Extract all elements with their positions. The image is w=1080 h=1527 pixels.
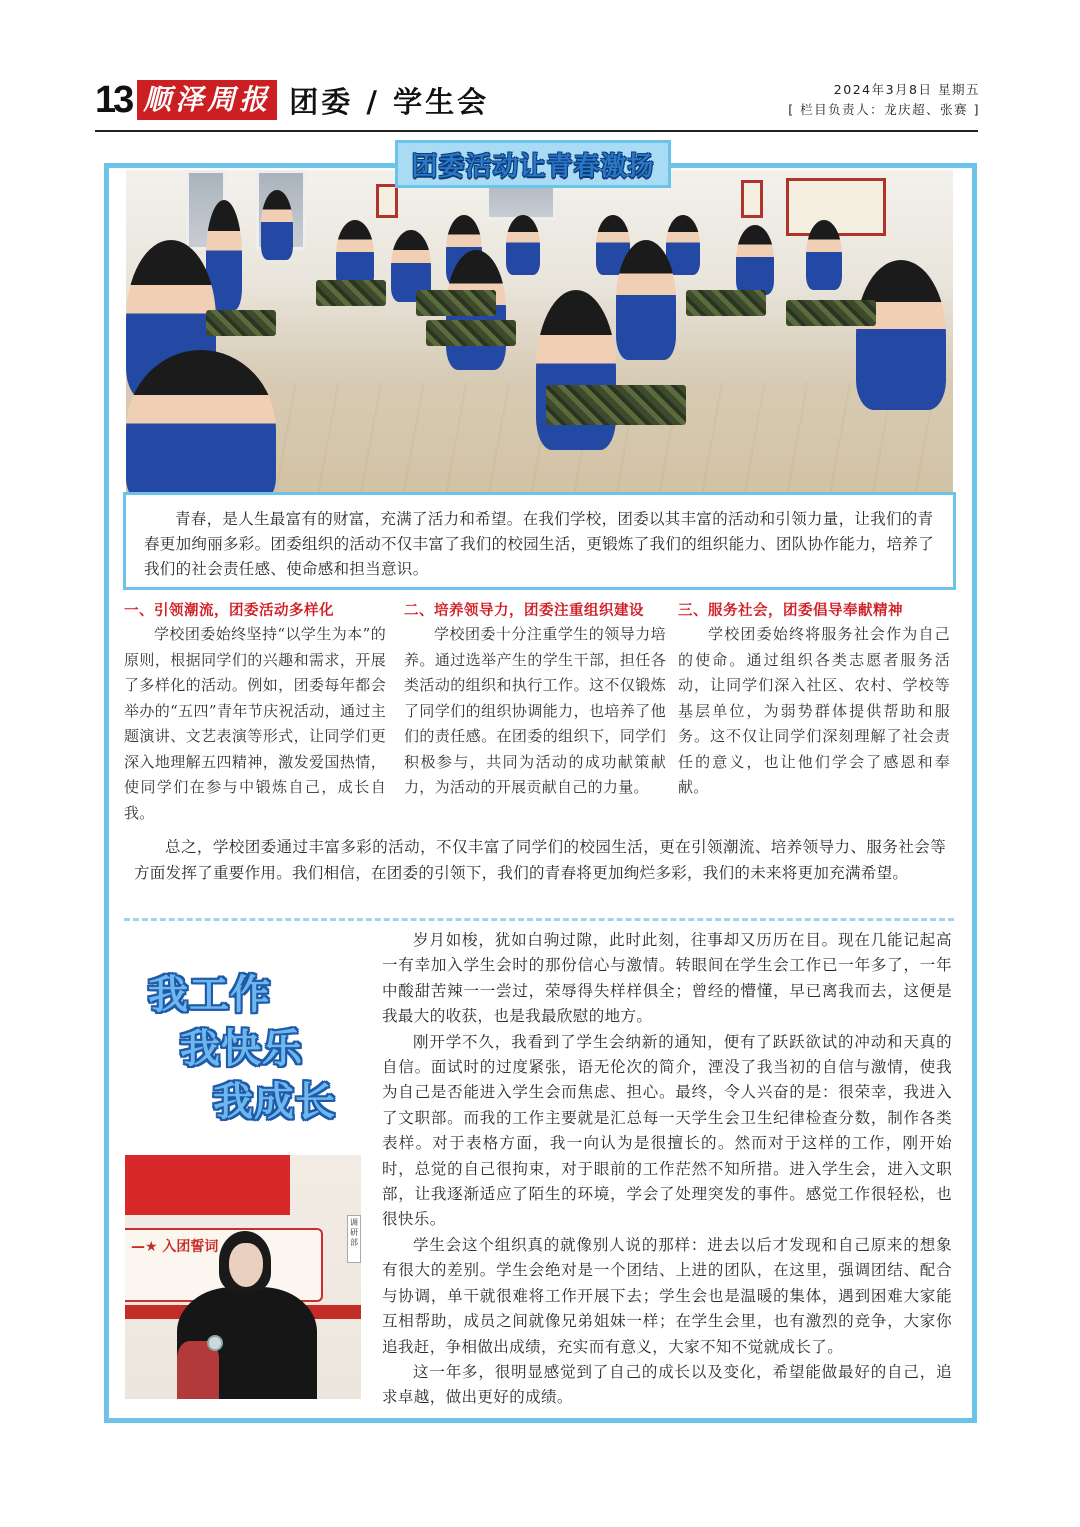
intro-box <box>123 492 956 590</box>
paper-name-logo: 顺泽周报 <box>137 80 277 120</box>
slogan-line-2: 我快乐 <box>180 1026 303 1072</box>
section-heading: 一、引领潮流，团委活动多样化 <box>124 603 334 619</box>
column-2 <box>404 600 666 826</box>
pledge-title: —★ 入团誓词 <box>131 1239 219 1255</box>
masthead <box>95 80 489 120</box>
article-title-banner <box>395 140 671 188</box>
section-body: 学校团委十分注重学生的领导力培养。通过选举产生的学生干部，担任各类活动的组织和执行工作。这不仅锻炼了同学们的组织协调能力，也培养了他们的责任感。在团委的组织下，同学们积极参与，共同为活动的成功献策献力，为活动的开展贡献自己的力量。 <box>404 625 666 796</box>
desk <box>686 290 766 316</box>
intro-paragraph: 青春，是人生最富有的财富，充满了活力和希望。在我们学校，团委以其丰富的活动和引领力量，让我们的青春更加绚丽多彩。团委组织的活动不仅丰富了我们的校园生活，更锻炼了我们的组织能力、团队协作能力，培养了我们的社会责任感、使命感和担当意识。 <box>144 510 935 578</box>
issue-meta <box>788 80 980 120</box>
issue-date: 2024年3月8日 星期五 <box>833 82 980 97</box>
student-figure <box>616 240 676 360</box>
student-figure <box>666 215 700 275</box>
summary-block <box>134 834 946 886</box>
student-figure <box>126 350 276 492</box>
page-number: 13 <box>95 79 132 121</box>
student-figure <box>856 260 946 410</box>
essay-paragraph: 这一年多，很明显感觉到了自己的成长以及变化，希望能做最好的自己，追求卓越，做出更好的成绩。 <box>382 1362 952 1407</box>
section-body: 学校团委始终坚持“以学生为本”的原则，根据同学们的兴趣和需求，开展了多样化的活动。例如，团委每年都会举办的“五四”青年节庆祝活动，通过主题演讲、文艺表演等形式，让同学们更深入地理解五四精神，激发爱国热情，使同学们在参与中锻炼自己，成长自我。 <box>124 625 386 822</box>
student-figure <box>536 290 616 450</box>
slogan-line-1: 我工作 <box>148 972 271 1018</box>
section-name: 团委 / 学生会 <box>289 84 490 119</box>
three-column-section <box>124 600 954 826</box>
wall-poster <box>741 180 763 218</box>
student-portrait-photo <box>125 1155 361 1399</box>
desk <box>426 320 516 346</box>
essay-paragraph: 刚开学不久，我看到了学生会纳新的通知，便有了跃跃欲试的冲动和天真的自信。面试时的过度紧张，语无伦次的简介，湮没了我当初的自信与激情，使我为自己是否能进入学生会而焦虑、担心。最终，令人兴奋的是：很荣幸，我进入了文职部。而我的工作主要就是汇总每一天学生会卫生纪律检查分数，制作各类表样。对于表格方面，我一向认为是很擅长的。然而对于这样的工作，刚开始时，总觉的自己很拘束，对于眼前的工作茫然不知所措。进入学生会，进入文职部，让我逐渐适应了陌生的环境，学会了处理突发的事件。感觉工作很轻松，也很快乐。 <box>382 1032 952 1229</box>
classroom-photo <box>126 170 953 492</box>
student-figure <box>736 225 774 295</box>
desk <box>206 310 276 336</box>
header-rule <box>95 130 978 132</box>
column-editors: [ 栏目负责人：龙庆超、张赛 ] <box>788 102 980 117</box>
desk <box>546 385 686 425</box>
wall-poster <box>376 184 398 218</box>
essay-paragraph: 学生会这个组织真的就像别人说的那样：进去以后才发现和自己原来的想象有很大的差别。学生会绝对是一个团结、上进的团队，在这里，强调团结、配合与协调，单干就很难将工作开展下去；学生会也是温暖的集体，遇到困难大家能互相帮助，成员之间就像兄弟姐妹一样；在学生会里，也有激烈的竞争，大家你追我赶，争相做出成绩，充实而有意义，大家不知不觉就成长了。 <box>382 1235 952 1356</box>
section-heading: 三、服务社会，团委倡导奉献精神 <box>678 603 903 619</box>
section-body: 学校团委始终将服务社会作为自己的使命。通过组织各类志愿者服务活动，让同学们深入社区、农村、学校等基层单位，为弱势群体提供帮助和服务。这不仅让同学们深刻理解了社会责任的意义，也让他们学会了感恩和奉献。 <box>678 625 950 796</box>
desk <box>786 300 876 326</box>
wall-board <box>786 178 886 236</box>
face <box>229 1243 263 1287</box>
student-figure <box>261 190 293 260</box>
column-3 <box>678 600 950 826</box>
summary-paragraph: 总之，学校团委通过丰富多彩的活动，不仅丰富了同学们的校园生活，更在引领潮流、培养领导力、服务社会等方面发挥了重要作用。我们相信，在团委的引领下，我们的青春将更加绚烂多彩，我们的未来将更加充满希望。 <box>134 838 946 882</box>
section-heading: 二、培养领导力，团委注重组织建设 <box>404 603 644 619</box>
student-figure <box>806 220 842 290</box>
school-badge-icon <box>207 1335 223 1351</box>
student-figure <box>506 215 540 275</box>
dashed-divider <box>124 918 954 921</box>
essay-paragraph: 岁月如梭，犹如白驹过隙，此时此刻，往事却又历历在目。现在几能记起高一有幸加入学生会时的那份信心与激情。转眼间在学生会工作已一年多了，一年中酸甜苦辣一一尝过，荣辱得失样样俱全；曾经的懵懂，早已离我而去，这便是我最大的收获，也是我最欣慰的地方。 <box>382 931 952 1026</box>
department-sign: 调研部 <box>347 1215 361 1263</box>
slogan-line-3: 我成长 <box>213 1079 336 1125</box>
red-board <box>125 1155 290 1215</box>
desk <box>316 280 386 306</box>
essay-body <box>382 928 952 1411</box>
column-1 <box>124 600 386 826</box>
desk <box>416 290 496 316</box>
article-title: 团委活动让青春激扬 <box>411 151 655 182</box>
